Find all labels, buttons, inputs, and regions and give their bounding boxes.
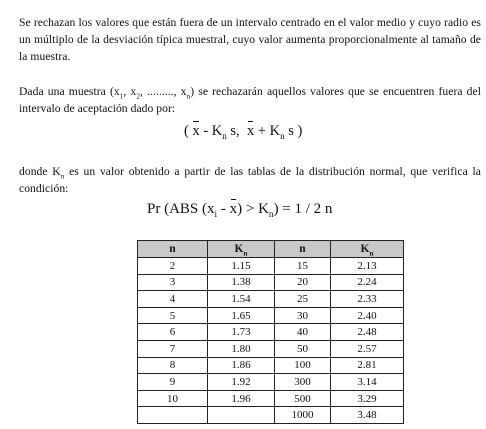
condition-greater-than: ) > K xyxy=(237,201,269,217)
header-kn-1 xyxy=(208,241,275,258)
table-row xyxy=(138,291,404,308)
table-cell: 20 xyxy=(275,274,331,291)
table-cell: 2.33 xyxy=(331,291,404,308)
table-row xyxy=(138,274,404,291)
subscript-n: n xyxy=(186,92,191,101)
paragraph-sample-definition xyxy=(19,83,481,117)
acceptance-interval-formula xyxy=(184,123,302,140)
table-cell: 1.80 xyxy=(208,340,275,357)
paragraph-2-tail: ) se rechazarán aquellos valores que se encuentren fuera del intervalo de aceptación dado por: xyxy=(19,85,481,115)
table-cell: 1.54 xyxy=(208,291,275,308)
interval-plus-k: + K xyxy=(254,123,281,139)
table-cell xyxy=(208,407,275,424)
table-cell: 1.65 xyxy=(208,307,275,324)
table-cell: 50 xyxy=(275,340,331,357)
paragraph-3-sub-n: n xyxy=(60,172,65,181)
header-k-1-sub: n xyxy=(243,249,248,258)
table-cell: 2.24 xyxy=(331,274,404,291)
table-cell: 1.96 xyxy=(208,390,275,407)
header-kn-2 xyxy=(331,241,404,258)
table-row xyxy=(138,258,404,275)
separator-1: , x xyxy=(123,85,137,98)
table-cell: 2.48 xyxy=(331,324,404,341)
mean-x-bar-2: x xyxy=(246,123,255,139)
table-cell: 40 xyxy=(275,324,331,341)
table-row xyxy=(138,390,404,407)
table-body xyxy=(138,258,404,424)
table-cell: 1.86 xyxy=(208,357,275,374)
header-k-1-text: K xyxy=(234,243,244,255)
kn-values-table xyxy=(137,240,404,424)
table-cell: 5 xyxy=(138,307,208,324)
subscript-1: 1 xyxy=(119,92,124,101)
paragraph-1-text: Se rechazan los valores que están fuera de un intervalo centrado en el valor medio y cuyo radio es un múltiplo de la desviación típica muestral, cuyo valor aumenta proporcionalmente al tamaño de la muestra. xyxy=(19,16,481,63)
paragraph-2-lead: Dada una muestra (x xyxy=(19,85,120,98)
table-cell: 15 xyxy=(275,258,331,275)
interval-s-comma: s, xyxy=(226,123,247,139)
table-cell: 9 xyxy=(138,374,208,391)
table-row xyxy=(138,340,404,357)
header-n-2-text: n xyxy=(299,243,306,255)
table-cell: 2.81 xyxy=(331,357,404,374)
condition-equals: ) = 1 / 2 n xyxy=(273,201,333,217)
table-cell: 100 xyxy=(275,357,331,374)
table-cell xyxy=(138,407,208,424)
table-cell: 1000 xyxy=(275,407,331,424)
interval-minus-k: - K xyxy=(199,123,223,139)
table-row xyxy=(138,324,404,341)
table-row xyxy=(138,357,404,374)
table-row xyxy=(138,307,404,324)
header-k-2-text: K xyxy=(360,243,370,255)
paragraph-3-lead: donde K xyxy=(19,165,61,178)
header-n-1 xyxy=(138,241,208,258)
table-cell: 2.57 xyxy=(331,340,404,357)
table-row xyxy=(138,407,404,424)
interval-sub-n-2: n xyxy=(280,130,285,141)
table-header-row xyxy=(138,241,404,258)
table-cell: 6 xyxy=(138,324,208,341)
separator-2: , ........., x xyxy=(140,85,187,98)
table-cell: 500 xyxy=(275,390,331,407)
table-cell: 10 xyxy=(138,390,208,407)
table-cell: 1.73 xyxy=(208,324,275,341)
interval-sub-n: n xyxy=(222,130,227,141)
interval-s-close: s ) xyxy=(284,123,303,139)
table-cell: 3.14 xyxy=(331,374,404,391)
table-cell: 1.38 xyxy=(208,274,275,291)
table-cell: 30 xyxy=(275,307,331,324)
table-cell: 1.92 xyxy=(208,374,275,391)
table-cell: 1.15 xyxy=(208,258,275,275)
table-cell: 3.29 xyxy=(331,390,404,407)
table-cell: 4 xyxy=(138,291,208,308)
table-cell: 7 xyxy=(138,340,208,357)
paragraph-kn-definition xyxy=(19,163,481,197)
paragraph-3-tail: es un valor obtenido a partir de las tablas de la distribución normal, que verifica la condición: xyxy=(19,165,481,195)
table-cell: 8 xyxy=(138,357,208,374)
table-cell: 300 xyxy=(275,374,331,391)
condition-x-bar: x xyxy=(229,201,238,217)
header-n-2 xyxy=(275,241,331,258)
mean-x-bar: x xyxy=(192,123,200,139)
table-cell: 25 xyxy=(275,291,331,308)
condition-sub-n: n xyxy=(268,210,274,220)
table-cell: 3 xyxy=(138,274,208,291)
header-k-2-sub: n xyxy=(369,249,374,258)
header-n-1-text: n xyxy=(169,243,176,255)
paragraph-rejection-rule xyxy=(19,14,481,65)
condition-lead: Pr (ABS (x xyxy=(147,201,215,217)
condition-sub-i: i xyxy=(214,210,218,220)
table-row xyxy=(138,374,404,391)
table-cell: 2 xyxy=(138,258,208,275)
table-cell: 2.40 xyxy=(331,307,404,324)
table-cell: 2.13 xyxy=(331,258,404,275)
probability-condition-formula xyxy=(147,201,332,218)
subscript-2: 2 xyxy=(136,92,141,101)
condition-minus: - xyxy=(217,201,230,217)
table-cell: 3.48 xyxy=(331,407,404,424)
interval-open-paren: ( xyxy=(184,123,189,139)
